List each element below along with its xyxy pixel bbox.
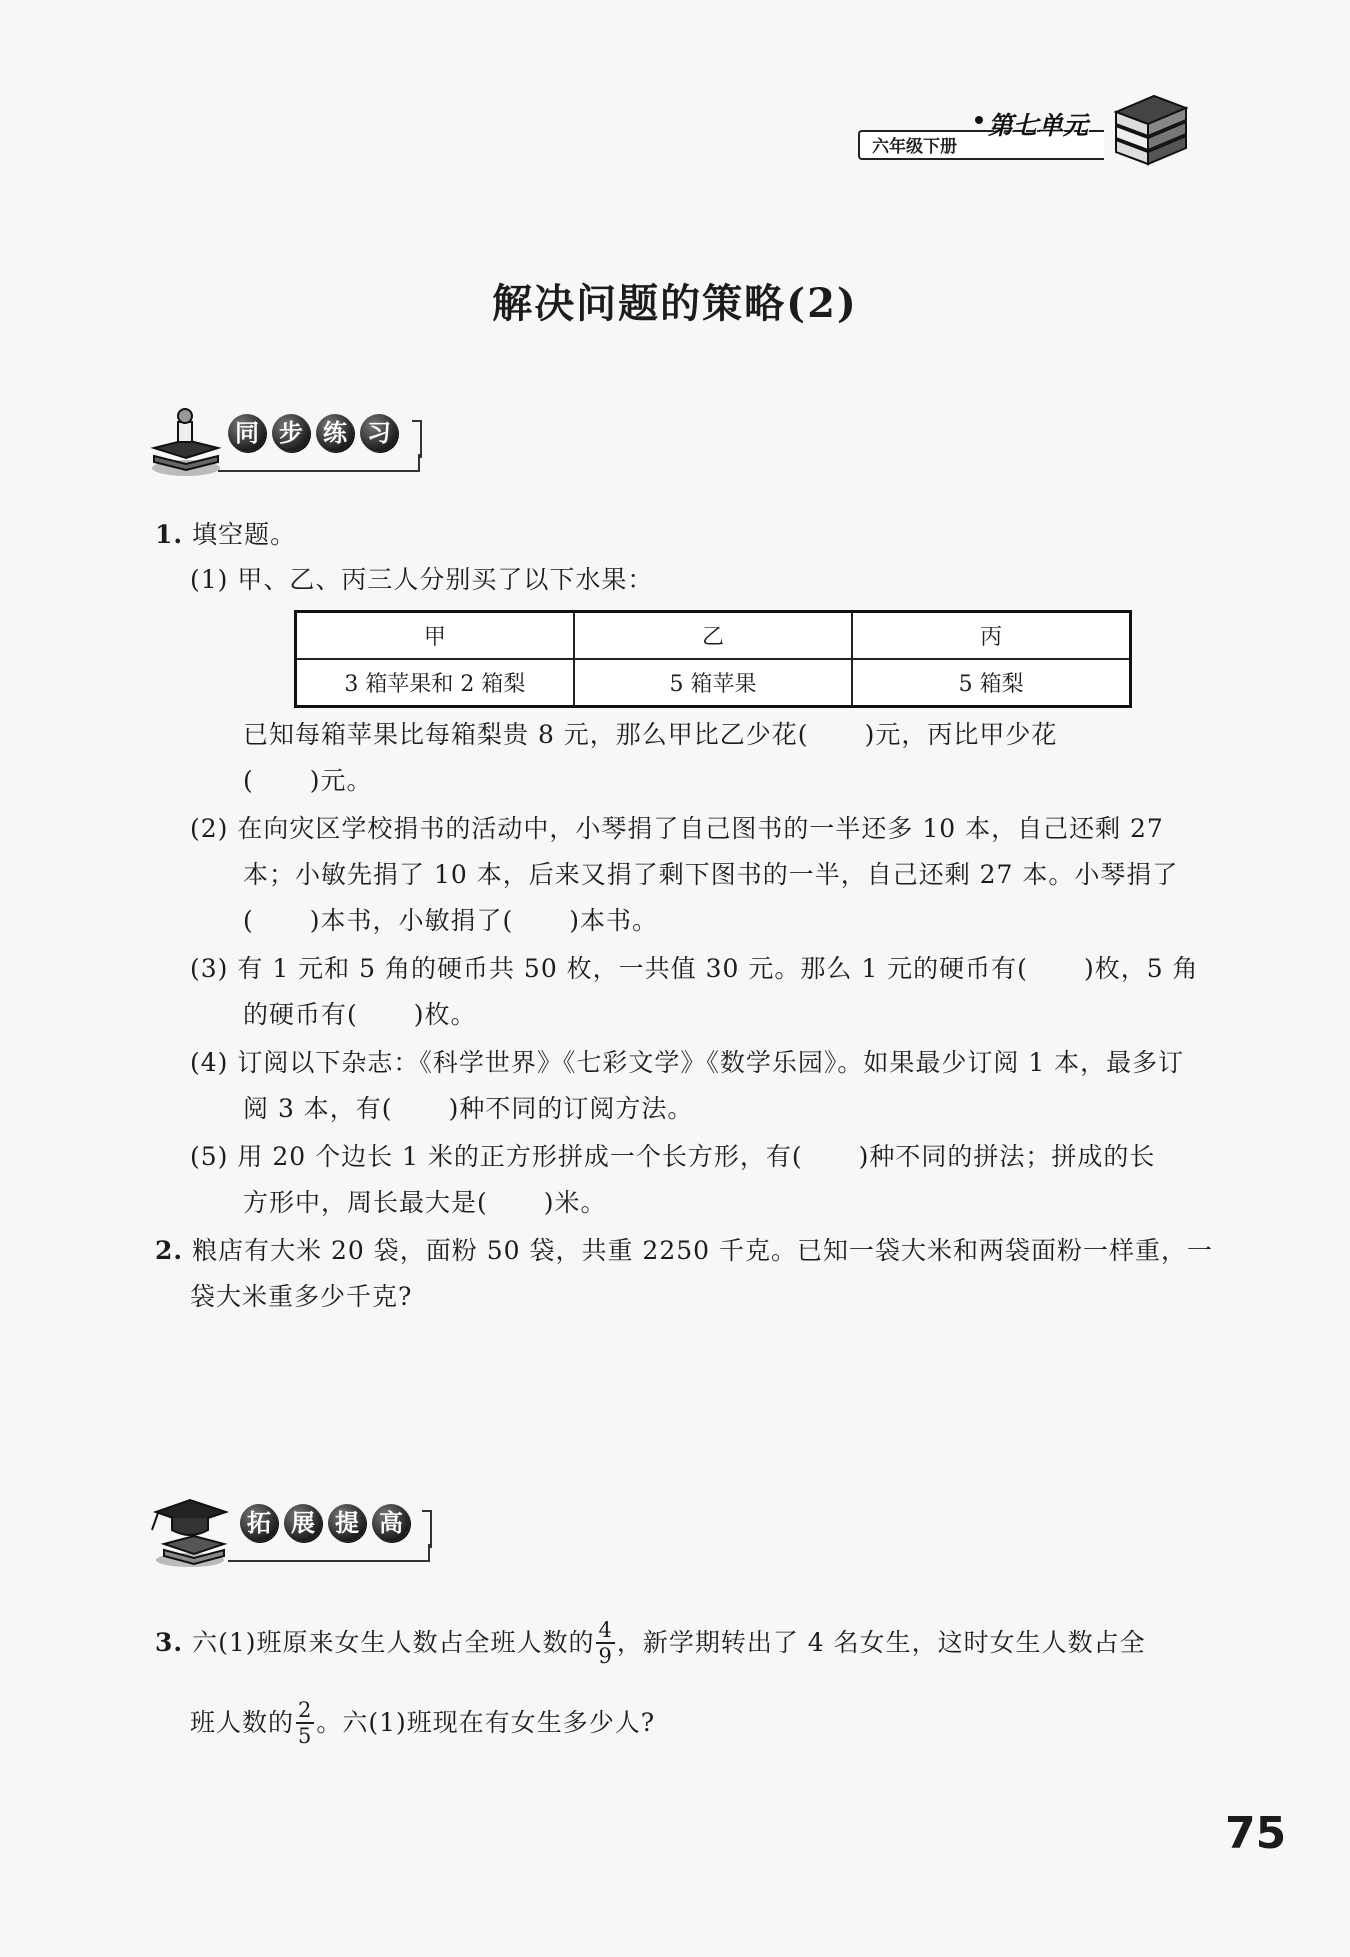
question-number: 1. xyxy=(155,520,184,549)
graduation-cap-icon xyxy=(150,1494,230,1570)
text-span: )枚，5 角 xyxy=(1083,954,1199,983)
q1-sub2-line1 xyxy=(190,806,1164,852)
text-span: 。六(1)班现在有女生多少人? xyxy=(316,1708,656,1737)
text-span: )米。 xyxy=(543,1188,607,1217)
text-span: ，新学期转出了 4 名女生，这时女生人数占全 xyxy=(616,1628,1146,1657)
fraction-numerator: 4 xyxy=(598,1618,613,1642)
table-cell: 5 箱苹果 xyxy=(574,659,852,707)
q1-sub1-intro xyxy=(190,557,653,603)
page-number: 75 xyxy=(1225,1808,1287,1859)
question-number: 3. xyxy=(155,1628,184,1657)
text-span: 方形中，周长最大是( xyxy=(243,1188,488,1217)
fraction-denominator: 9 xyxy=(598,1644,613,1668)
sub-label: (2) xyxy=(190,814,229,843)
text-span: )种不同的订阅方法。 xyxy=(448,1094,694,1123)
section-char: 步 xyxy=(272,414,310,452)
q1-sub1-line2 xyxy=(243,758,373,804)
section-banner-extension xyxy=(150,1494,440,1564)
text-span: 有 1 元和 5 角的硬币共 50 枚，一共值 30 元。那么 1 元的硬币有( xyxy=(237,954,1028,983)
text-span: ( xyxy=(243,766,254,795)
table-cell: 5 箱梨 xyxy=(852,659,1130,707)
text-span: )种不同的拼法；拼成的长 xyxy=(858,1142,1156,1171)
sub-label: (5) xyxy=(190,1142,229,1171)
section-char: 练 xyxy=(316,414,354,452)
question-3-line1 xyxy=(155,1618,1146,1668)
text-span: 班人数的 xyxy=(190,1708,295,1737)
question-3-line2 xyxy=(190,1698,655,1748)
fraction xyxy=(596,1618,614,1668)
section-char: 展 xyxy=(284,1504,322,1542)
question-2-line2: 袋大米重多少千克? xyxy=(190,1282,413,1311)
bullet-dot xyxy=(975,116,983,124)
q1-sub5-line2 xyxy=(243,1180,607,1226)
fruit-table xyxy=(294,610,1132,708)
section-char: 习 xyxy=(360,414,398,452)
section-banner-practice xyxy=(150,404,430,474)
table-header-cell: 乙 xyxy=(574,612,852,660)
text-span: 订阅以下杂志：《科学世界》《七彩文学》《数学乐园》。如果最少订阅 1 本，最多订 xyxy=(237,1048,1185,1077)
text-span: 已知每箱苹果比每箱梨贵 8 元，那么甲比乙少花( xyxy=(243,720,809,749)
grade-label: 六年级下册 xyxy=(858,130,1104,160)
table-header-cell: 甲 xyxy=(296,612,574,660)
text-span: )元。 xyxy=(309,766,373,795)
table-header-cell: 丙 xyxy=(852,612,1130,660)
sub-label: (3) xyxy=(190,954,229,983)
text-span: 用 20 个边长 1 米的正方形拼成一个长方形，有( xyxy=(237,1142,803,1171)
sub-label: (1) xyxy=(190,565,229,594)
table-header-row xyxy=(296,612,1131,660)
section-char: 高 xyxy=(372,1504,410,1542)
text-span: )本书，小敏捐了( xyxy=(309,906,514,935)
section-char: 提 xyxy=(328,1504,366,1542)
banner-underline xyxy=(228,1544,430,1562)
q1-sub1-line1 xyxy=(243,712,1057,758)
table-cell: 3 箱苹果和 2 箱梨 xyxy=(296,659,574,707)
sub-text: 甲、乙、丙三人分别买了以下水果： xyxy=(237,565,654,594)
text-span: )本书。 xyxy=(569,906,659,935)
q1-sub3-line2 xyxy=(243,992,477,1038)
text-span: )枚。 xyxy=(413,1000,477,1029)
question-text: 粮店有大米 20 袋，面粉 50 袋，共重 2250 千克。已知一袋大米和两袋面粉一样重，一 xyxy=(192,1236,1213,1265)
question-2-line1 xyxy=(155,1228,1213,1274)
banner-tab xyxy=(412,420,422,458)
text-span: 在向灾区学校捐书的活动中，小琴捐了自己图书的一半还多 10 本，自己还剩 27 xyxy=(237,814,1164,843)
sub-label: (4) xyxy=(190,1048,229,1077)
page-title: 解决问题的策略(2) xyxy=(492,280,858,327)
question-1-heading xyxy=(155,512,296,558)
q1-sub3-line1 xyxy=(190,946,1199,992)
q1-sub4-line1 xyxy=(190,1040,1184,1086)
banner-tab xyxy=(422,1510,432,1548)
fraction-numerator: 2 xyxy=(298,1698,313,1722)
q1-sub2-line3 xyxy=(243,898,658,944)
banner-underline xyxy=(218,454,420,472)
q1-sub4-line2 xyxy=(243,1086,693,1132)
question-number: 2. xyxy=(155,1236,184,1265)
table-row xyxy=(296,659,1131,707)
section-char: 同 xyxy=(228,414,266,452)
text-span: 的硬币有( xyxy=(243,1000,358,1029)
text-span: 阅 3 本，有( xyxy=(243,1094,393,1123)
unit-title: 第七单元 xyxy=(988,111,1089,140)
fraction-denominator: 5 xyxy=(298,1724,313,1748)
text-span: 六(1)班原来女生人数占全班人数的 xyxy=(192,1628,595,1657)
q1-sub5-line1 xyxy=(190,1134,1155,1180)
question-text: 填空题。 xyxy=(192,520,297,549)
books-stack-icon xyxy=(1110,92,1190,172)
text-span: )元，丙比甲少花 xyxy=(864,720,1058,749)
q1-sub2-line2: 本；小敏先捐了 10 本，后来又捐了剩下图书的一半，自己还剩 27 本。小琴捐了 xyxy=(243,860,1179,889)
text-span: ( xyxy=(243,906,254,935)
fraction xyxy=(296,1698,314,1748)
section-char: 拓 xyxy=(240,1504,278,1542)
